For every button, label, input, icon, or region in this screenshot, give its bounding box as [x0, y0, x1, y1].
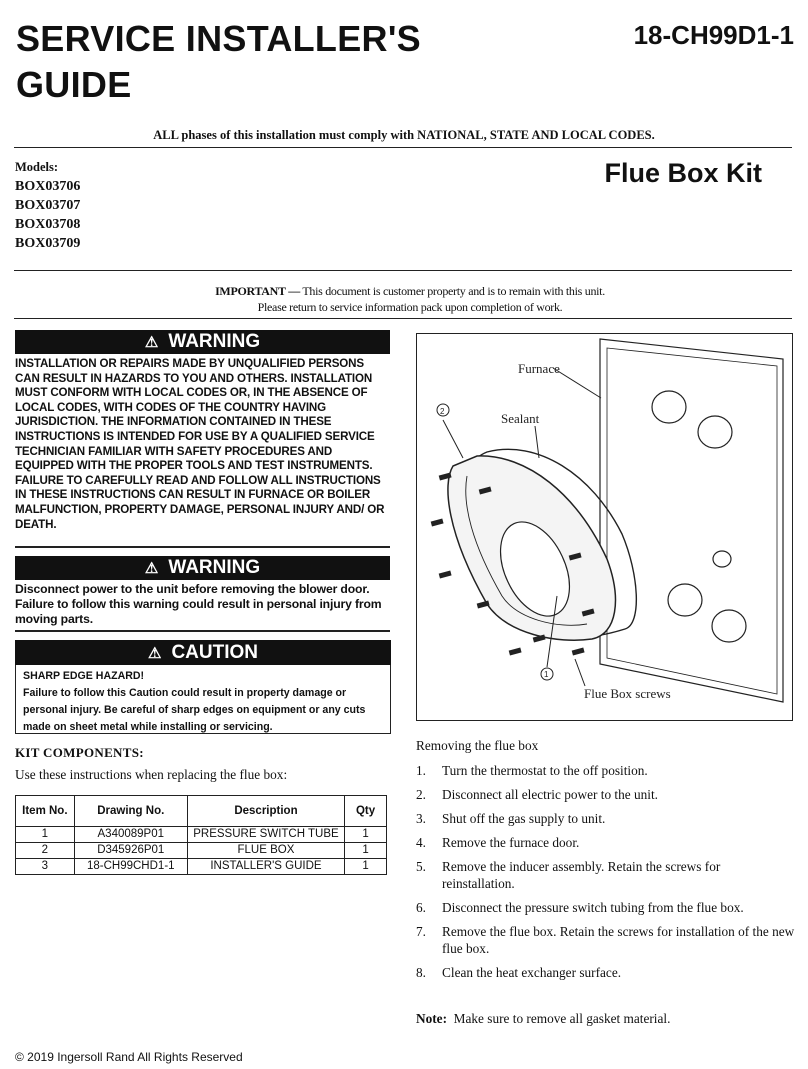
warning-heading: WARNING	[168, 331, 261, 352]
table-cell: 1	[345, 859, 387, 875]
column-header: Drawing No.	[74, 796, 187, 827]
models-rule	[14, 270, 792, 271]
important-line-1: This document is customer property and is to remain with this unit.	[302, 284, 605, 298]
important-rule	[14, 318, 792, 319]
callout-1: 1	[544, 670, 549, 679]
warning-banner-2	[15, 556, 390, 580]
caution-triangle-icon: ⚠	[147, 644, 162, 662]
step-number: 6.	[416, 900, 426, 915]
header-rule	[14, 147, 792, 148]
warning-divider	[15, 546, 390, 548]
page-title	[16, 16, 516, 108]
flue-box-illustration	[417, 334, 792, 720]
furnace-panel-shape	[600, 339, 783, 702]
title-line-1: SERVICE INSTALLER'S	[16, 18, 421, 59]
kit-components-subtitle: Use these instructions when replacing the flue box:	[15, 767, 288, 782]
label-sealant: Sealant	[501, 411, 540, 426]
flue-box-figure	[416, 333, 793, 721]
warning-triangle-icon: ⚠	[144, 334, 159, 351]
table-row	[16, 827, 387, 843]
step-text: Clean the heat exchanger surface.	[442, 965, 622, 980]
table-cell: INSTALLER'S GUIDE	[187, 859, 344, 875]
table-header-row	[16, 796, 387, 827]
title-line-2: GUIDE	[16, 64, 132, 105]
model-item: BOX03707	[15, 198, 81, 213]
label-flue-box-screws: Flue Box screws	[584, 686, 671, 701]
warning-banner	[15, 330, 390, 354]
warning-text-2: Disconnect power to the unit before removing the blower door. Failure to follow this warning could result in personal injury from moving parts.	[15, 582, 382, 626]
list-item	[416, 858, 796, 892]
table-cell: 1	[345, 827, 387, 843]
table-row	[16, 859, 387, 875]
step-text: Remove the inducer assembly. Retain the screws for reinstallation.	[442, 859, 721, 891]
table-cell: 18-CH99CHD1-1	[74, 859, 187, 875]
document-number: 18-CH99D1-1	[633, 20, 794, 50]
warning-heading-2: WARNING	[168, 557, 261, 578]
note-label: Note:	[416, 1011, 448, 1026]
note	[416, 1011, 670, 1027]
list-item	[416, 923, 796, 957]
step-number: 5.	[416, 859, 426, 874]
warning-text: INSTALLATION OR REPAIRS MADE BY UNQUALIFIED PERSONS CAN RESULT IN HAZARDS TO YOU AND OTHERS. INSTALLATION MUST CONFORM WITH LOCAL CODES OR, IN THE ABSENCE OF LOCAL CODES, WITH CODES OF THE COUNTRY HAVING JURISDICTION. THE INFORMATION CONTAINED IN THESE INSTRUCTIONS IS INTENDED FOR USE BY A QUALIFIED SERVICE TECHNICIAN FAMILIAR WITH SAFETY PROCEDURES AND EQUIPPED WITH THE PROPER TOOLS AND TEST INSTRUMENTS. FAILURE TO CAREFULLY READ AND FOLLOW ALL INSTRUCTIONS IN THESE INSTRUCTIONS CAN RESULT IN FURNACE OR BOILER MALFUNCTION, PROPERTY DAMAGE, PERSONAL INJURY AND/ OR DEATH.	[15, 357, 385, 531]
important-line-2: Please return to service information pack upon completion of work.	[257, 300, 563, 314]
kit-components-table	[15, 795, 387, 875]
models-label: Models:	[15, 160, 59, 174]
table-cell: PRESSURE SWITCH TUBE	[187, 827, 344, 843]
important-notice	[150, 283, 670, 315]
removal-steps	[416, 762, 796, 988]
table-cell: A340089P01	[74, 827, 187, 843]
step-text: Remove the furnace door.	[442, 835, 580, 850]
list-item	[416, 964, 796, 981]
caution-banner	[15, 640, 391, 665]
models-list	[15, 158, 80, 253]
kit-components-heading: KIT COMPONENTS:	[15, 745, 144, 760]
list-item	[416, 899, 796, 916]
step-number: 1.	[416, 763, 426, 778]
caution-text: Failure to follow this Caution could result in property damage or personal injury. Be careful of sharp edges on equipment or any cuts made on sheet metal while installing or servicing.	[23, 687, 366, 733]
note-text: Make sure to remove all gasket material.	[453, 1011, 671, 1026]
list-item	[416, 786, 796, 803]
step-text: Disconnect the pressure switch tubing from the flue box.	[442, 900, 744, 915]
step-number: 2.	[416, 787, 426, 802]
list-item	[416, 834, 796, 851]
table-cell: 3	[16, 859, 75, 875]
step-number: 8.	[416, 965, 426, 980]
callout-2: 2	[440, 407, 445, 416]
table-cell: 1	[345, 843, 387, 859]
step-number: 7.	[416, 924, 426, 939]
table-cell: FLUE BOX	[187, 843, 344, 859]
table-cell: 1	[16, 827, 75, 843]
caution-heading: CAUTION	[171, 641, 258, 663]
list-item	[416, 762, 796, 779]
column-header: Qty	[345, 796, 387, 827]
warning-triangle-icon: ⚠	[144, 560, 159, 577]
model-item: BOX03709	[15, 236, 81, 251]
kit-title: Flue Box Kit	[604, 158, 762, 188]
important-label: IMPORTANT —	[215, 284, 300, 298]
column-header: Description	[187, 796, 344, 827]
step-number: 3.	[416, 811, 426, 826]
table-row	[16, 843, 387, 859]
label-furnace: Furnace	[518, 361, 560, 376]
model-item: BOX03708	[15, 217, 81, 232]
step-number: 4.	[416, 835, 426, 850]
step-text: Remove the flue box. Retain the screws for installation of the new flue box.	[442, 924, 795, 956]
copyright-footer: © 2019 Ingersoll Rand All Rights Reserved	[15, 1050, 243, 1064]
column-header: Item No.	[16, 796, 75, 827]
step-text: Shut off the gas supply to unit.	[442, 811, 606, 826]
step-text: Turn the thermostat to the off position.	[442, 763, 648, 778]
step-text: Disconnect all electric power to the unit.	[442, 787, 658, 802]
model-item: BOX03706	[15, 179, 81, 194]
warning-divider-2	[15, 630, 390, 632]
caution-subheading: SHARP EDGE HAZARD!	[23, 670, 145, 682]
list-item	[416, 810, 796, 827]
table-cell: 2	[16, 843, 75, 859]
removal-title: Removing the flue box	[416, 738, 539, 753]
codes-notice: ALL phases of this installation must comply with NATIONAL, STATE AND LOCAL CODES.	[153, 128, 655, 142]
table-cell: D345926P01	[74, 843, 187, 859]
